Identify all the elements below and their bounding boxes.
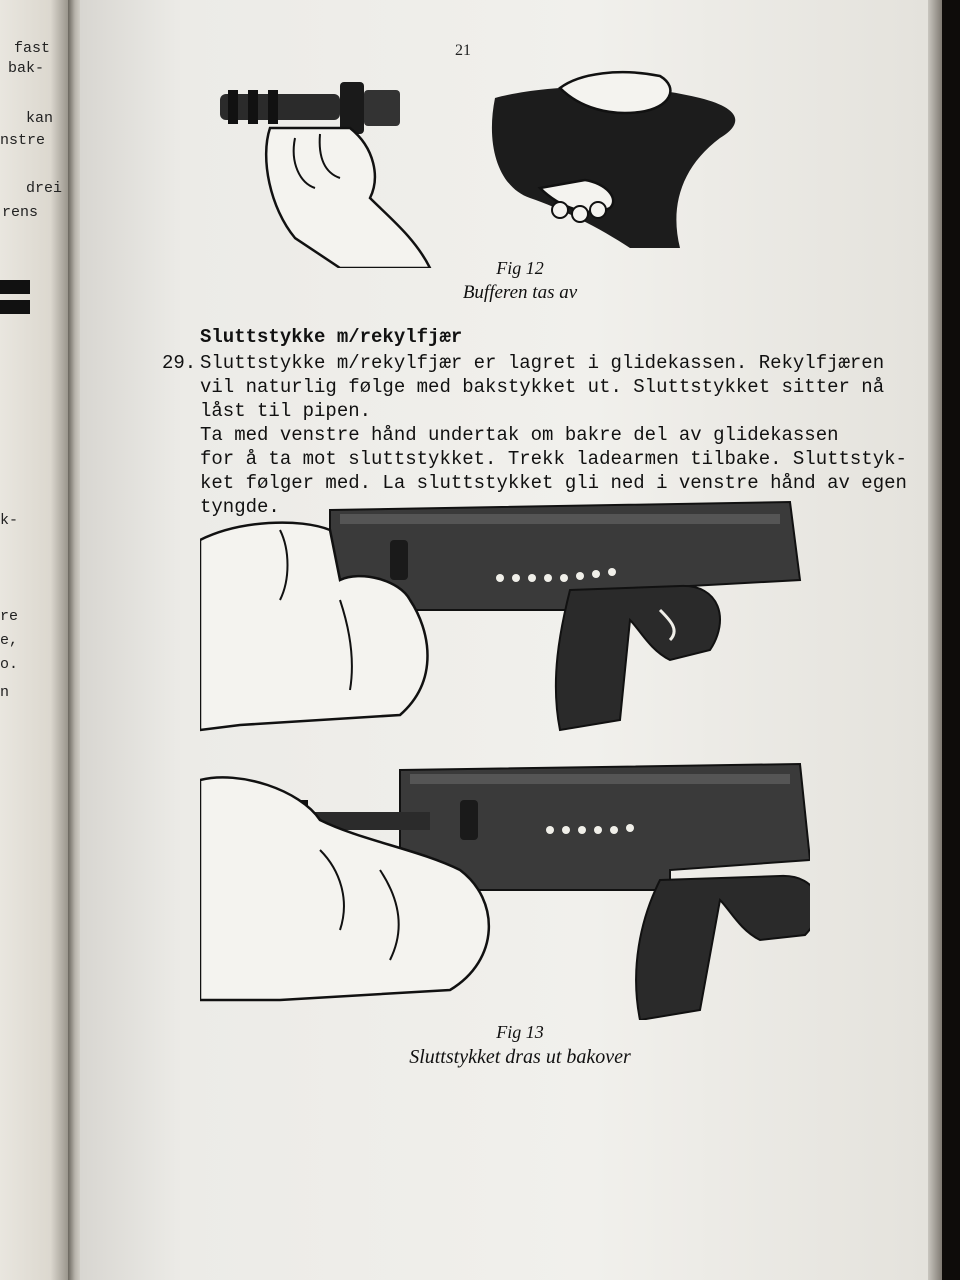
left-fragment: o. [0,656,19,673]
item-number: 29. [162,352,197,374]
figure-13-illustration [200,500,810,1020]
body-line: låst til pipen. [200,400,372,422]
left-fragment: n [0,684,10,701]
left-fragment: e, [0,632,19,649]
page-edge [928,0,942,1280]
body-line: ket følger med. La sluttstykket gli ned i venstre hånd av egen [200,472,907,494]
section-heading: Sluttstykke m/rekylfjær [200,326,463,348]
body-line: Ta med venstre hånd undertak om bakre del av glidekassen [200,424,839,446]
grip-hand-drawing [492,72,735,248]
figure-13-caption: Sluttstykket dras ut bakover [409,1046,631,1068]
body-line: tyngde. [200,496,280,518]
figure-12-label: Fig 12 [496,258,544,278]
figure-12-caption: Bufferen tas av [462,282,578,303]
page-number: 21 [455,42,471,59]
left-fragment: rens [2,204,39,221]
left-fragment: bak- [8,60,45,77]
buffer-hand-drawing [220,82,430,268]
left-fragment: drei [26,180,63,197]
body-line: vil naturlig følge med bakstykket ut. Sluttstykket sitter nå [200,376,885,398]
left-fragment: nstre [0,132,46,149]
figure-13-label: Fig 13 [496,1022,544,1042]
left-page-edge [0,0,72,1280]
left-fragment: k- [0,512,19,529]
left-page-graphic [0,280,30,340]
left-fragment: re [0,608,19,625]
left-fragment: fast [14,40,51,57]
gun-upper-drawing [200,502,800,730]
left-fragment: kan [26,110,54,127]
body-line: Sluttstykke m/rekylfjær er lagret i glidekassen. Rekylfjæren [200,352,885,374]
figure-12-illustration [200,68,760,268]
gun-lower-drawing [200,764,810,1020]
body-line: for å ta mot sluttstykket. Trekk ladearmen tilbake. Sluttstyk- [200,448,907,470]
